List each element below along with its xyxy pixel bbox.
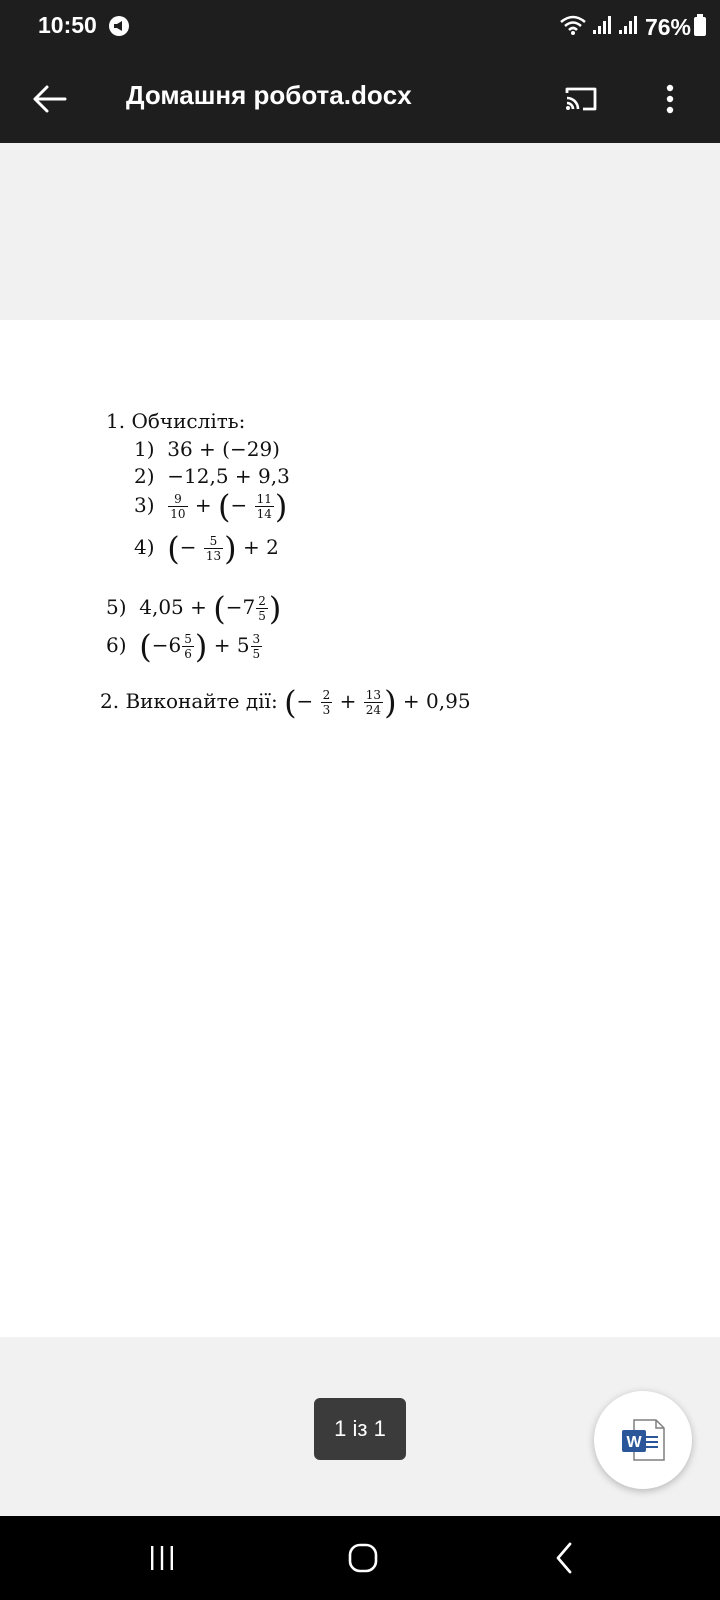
battery-percent: 76% — [644, 13, 691, 40]
task1-heading: 1. Обчисліть: — [106, 409, 246, 433]
fraction: $\frac{11}{14}$ — [256, 492, 272, 521]
back-nav-button[interactable] — [534, 1534, 594, 1582]
home-icon — [347, 1542, 379, 1574]
fraction: $\frac{13}{24}$ — [365, 688, 382, 717]
navigation-bar — [0, 1516, 720, 1600]
fraction: $\frac{5}{13}$ — [205, 534, 222, 563]
task1-item-2: 2) −12,5 + 9,3 — [134, 464, 290, 488]
more-vertical-icon — [665, 84, 675, 114]
signal-icon-2 — [617, 14, 639, 40]
fraction: $\frac{3}{5}$ — [252, 632, 261, 661]
recent-apps-button[interactable] — [132, 1534, 192, 1582]
task1-item-1: 1) 36 + (−29) — [134, 437, 280, 461]
chevron-left-icon — [554, 1542, 574, 1574]
status-bar — [0, 0, 720, 54]
wifi-icon — [559, 14, 587, 40]
battery-icon — [694, 14, 706, 40]
status-time: 10:50 — [38, 12, 97, 38]
fraction: $\frac{2}{3}$ — [322, 688, 331, 717]
open-in-word-button[interactable] — [594, 1391, 692, 1489]
signal-icon-1 — [591, 14, 613, 40]
more-options-button[interactable] — [648, 74, 692, 124]
task2-line: 2. Виконайте дії: (− $\frac{2}{3}$ + $\frac{13}{24}$ ) + 0,95 — [100, 683, 471, 722]
document-content — [0, 320, 720, 730]
recent-apps-icon — [148, 1545, 176, 1571]
svg-text:W: W — [626, 1434, 642, 1451]
arrow-left-icon — [31, 84, 67, 114]
document-page[interactable] — [0, 320, 720, 1337]
document-title: Домашня робота.docx — [126, 80, 412, 110]
fraction: $\frac{9}{10}$ — [170, 492, 186, 521]
cast-button[interactable] — [556, 74, 606, 124]
page-indicator: 1 із 1 — [314, 1398, 406, 1460]
fraction: $\frac{2}{5}$ — [258, 594, 266, 623]
word-icon — [620, 1418, 666, 1462]
home-button[interactable] — [333, 1534, 393, 1582]
app-bar — [0, 54, 720, 143]
fraction: $\frac{5}{6}$ — [184, 632, 192, 661]
task1-item-5: 5) 4,05 + (−7 $\frac{2}{5}$ ) — [106, 589, 282, 628]
task1-item-3: 3) $\frac{9}{10}$ + (− $\frac{11}{14}$ ) — [134, 487, 288, 526]
cast-icon — [563, 85, 599, 113]
back-button[interactable] — [22, 72, 76, 126]
task1-item-4: 4) (− $\frac{5}{13}$ ) + 2 — [134, 529, 279, 568]
task1-item-6: 6) (−6 $\frac{5}{6}$ ) + 5 $\frac{3}{5}$ — [106, 627, 261, 666]
task2-heading: 2. Виконайте дії: — [100, 689, 278, 713]
notification-icon — [108, 15, 130, 37]
